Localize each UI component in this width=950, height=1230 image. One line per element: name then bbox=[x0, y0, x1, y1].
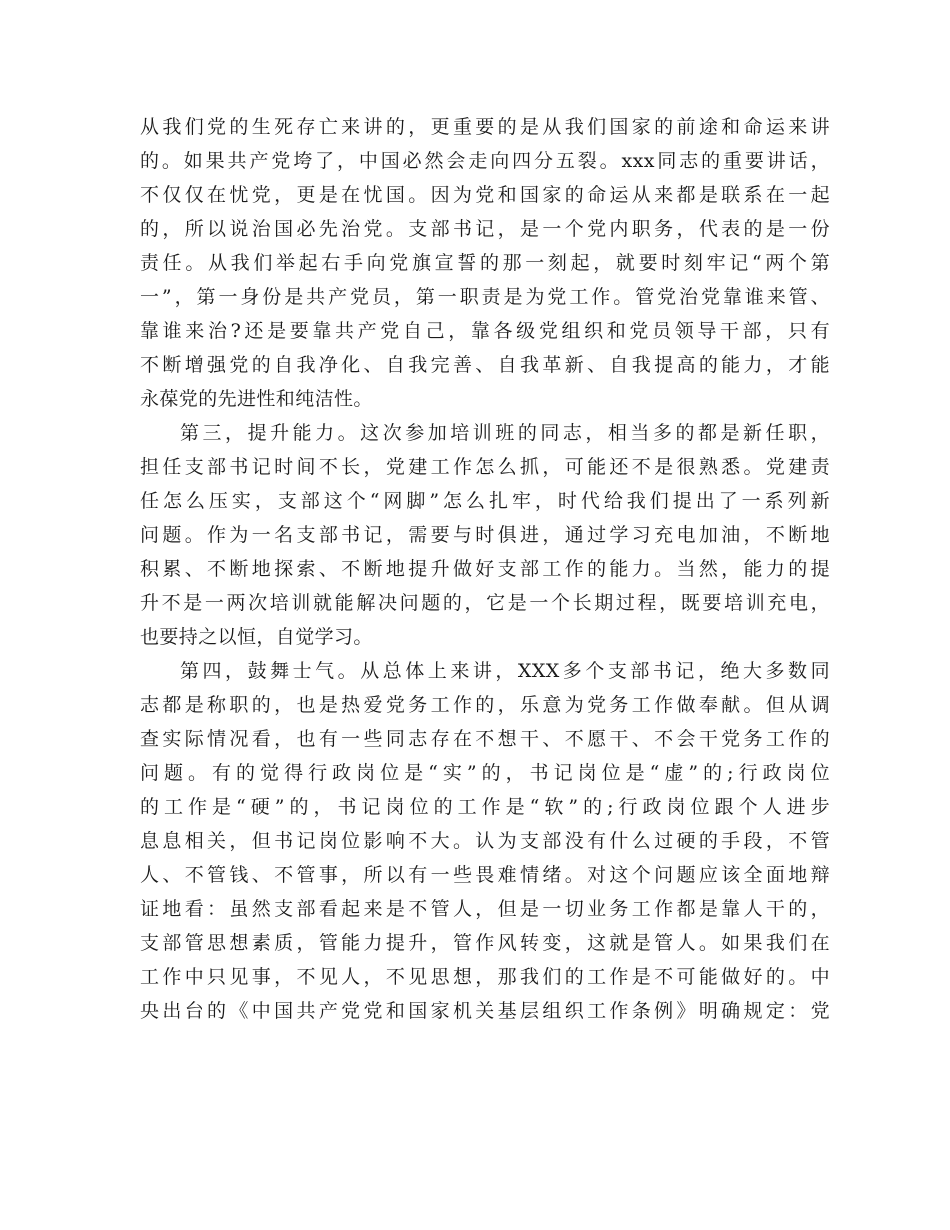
text-line: 查实际情况看，也有一些同志存在不想干、不愿干、不会干党务工作的 bbox=[140, 728, 830, 750]
text-line: 一”，第一身份是共产党员，第一职责是为党工作。管党治党靠谁来管、 bbox=[140, 286, 830, 308]
text-line: 人、不管钱、不管事，所以有一些畏难情绪。对这个问题应该全面地辩 bbox=[140, 864, 830, 886]
text-line: 证地看：虽然支部看起来是不管人，但是一切业务工作都是靠人干的， bbox=[140, 898, 830, 920]
text-line: 的，所以说治国必先治党。支部书记，是一个党内职务，代表的是一份 bbox=[140, 218, 830, 240]
text-line: 担任支部书记时间不长，党建工作怎么抓，可能还不是很熟悉。党建责 bbox=[140, 456, 830, 478]
document-body bbox=[140, 110, 830, 1028]
text-line: 永葆党的先进性和纯洁性。 bbox=[140, 388, 373, 410]
text-line: 支部管思想素质，管能力提升，管作风转变，这就是管人。如果我们在 bbox=[140, 932, 830, 954]
text-line: 志都是称职的，也是热爱党务工作的，乐意为党务工作做奉献。但从调 bbox=[140, 694, 830, 716]
text-line: 工作中只见事，不见人，不见思想，那我们的工作是不可能做好的。中 bbox=[140, 966, 830, 988]
text-line: 靠谁来治?还是要靠共产党自己，靠各级党组织和党员领导干部，只有 bbox=[140, 320, 830, 342]
text-line: 责任。从我们举起右手向党旗宣誓的那一刻起，就要时刻牢记“两个第 bbox=[140, 252, 830, 274]
text-line: 问题。有的觉得行政岗位是“实”的，书记岗位是“虚”的;行政岗位 bbox=[140, 762, 830, 784]
text-line: 升不是一两次培训就能解决问题的，它是一个长期过程，既要培训充电， bbox=[140, 592, 830, 614]
text-line: 从我们党的生死存亡来讲的，更重要的是从我们国家的前途和命运来讲 bbox=[140, 116, 830, 138]
text-line: 第三，提升能力。这次参加培训班的同志，相当多的都是新任职， bbox=[180, 422, 830, 444]
text-line: 的工作是“硬”的，书记岗位的工作是“软”的;行政岗位跟个人进步 bbox=[140, 796, 830, 818]
text-line: 央出台的《中国共产党党和国家机关基层组织工作条例》明确规定：党 bbox=[140, 1000, 830, 1022]
text-line: 也要持之以恒，自觉学习。 bbox=[140, 626, 373, 648]
text-line: 任怎么压实，支部这个“网脚”怎么扎牢，时代给我们提出了一系列新 bbox=[140, 490, 830, 512]
text-line: 不断增强党的自我净化、自我完善、自我革新、自我提高的能力，才能 bbox=[140, 354, 830, 376]
text-line: 的。如果共产党垮了，中国必然会走向四分五裂。xxx同志的重要讲话， bbox=[140, 150, 830, 172]
text-line: 积累、不断地探索、不断地提升做好支部工作的能力。当然，能力的提 bbox=[140, 558, 830, 580]
text-line: 息息相关，但书记岗位影响不大。认为支部没有什么过硬的手段，不管 bbox=[140, 830, 830, 852]
text-line: 第四，鼓舞士气。从总体上来讲，XXX多个支部书记，绝大多数同 bbox=[180, 660, 830, 682]
text-line: 问题。作为一名支部书记，需要与时俱进，通过学习充电加油，不断地 bbox=[140, 524, 830, 546]
text-line: 不仅仅在忧党，更是在忧国。因为党和国家的命运从来都是联系在一起 bbox=[140, 184, 830, 206]
